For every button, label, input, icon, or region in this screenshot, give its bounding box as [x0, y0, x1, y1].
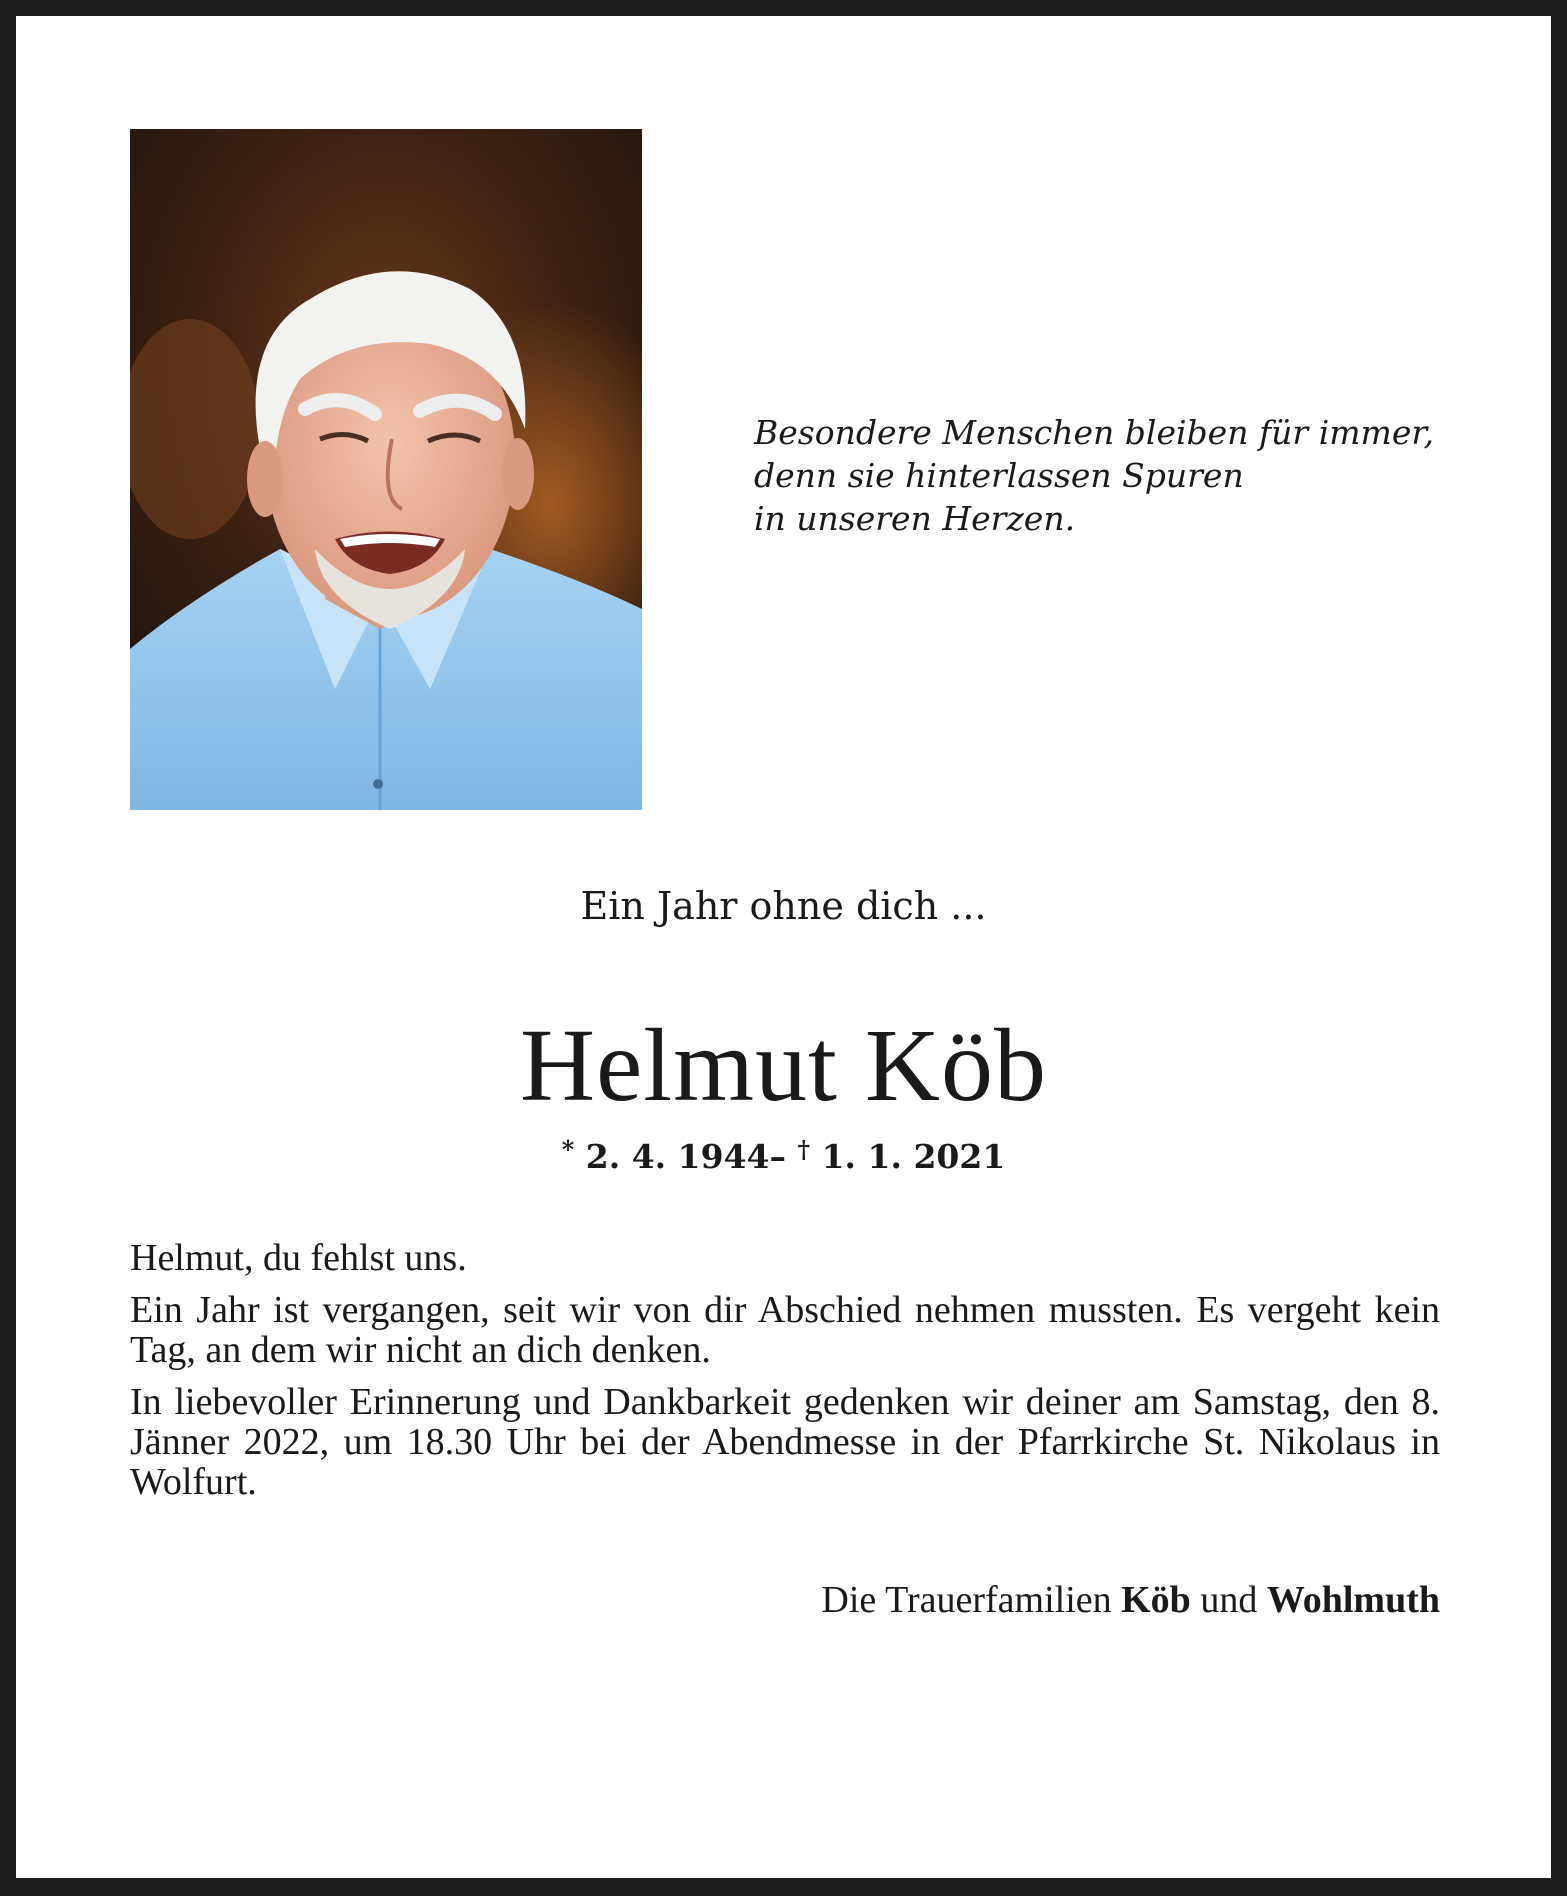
date-separator: – [769, 1137, 786, 1176]
death-symbol: † [797, 1135, 811, 1164]
signature-prefix: Die Trauerfamilien [821, 1579, 1112, 1621]
signature-conjunction: und [1200, 1579, 1258, 1621]
obituary-notice [16, 16, 1551, 1878]
message-body [130, 1238, 1440, 1514]
family-name-2: Wohlmuth [1266, 1579, 1440, 1621]
family-signature [821, 1576, 1440, 1624]
message-paragraph: In liebevoller Erinnerung und Dankbarkeit gedenken wir deiner am Samstag, den 8. Jänner 2022, um 18.30 Uhr bei der Abendmesse in der Pfarrkirche St. Nikolaus in Wolfurt. [130, 1381, 1440, 1503]
memorial-quote [754, 411, 1474, 540]
message-paragraph: Ein Jahr ist vergangen, seit wir von dir Abschied nehmen mussten. Es vergeht kein Tag, an dem wir nicht an dich denken. [130, 1289, 1440, 1371]
message-paragraph: Helmut, du fehlst uns. [130, 1237, 467, 1279]
quote-line: in unseren Herzen. [754, 499, 1076, 538]
death-date: 1. 1. 2021 [821, 1137, 1006, 1176]
birth-date: 2. 4. 1944 [585, 1137, 770, 1176]
portrait-photo [130, 129, 642, 810]
deceased-name: Helmut Köb [519, 1008, 1048, 1123]
birth-symbol: * [561, 1135, 575, 1164]
quote-line: Besondere Menschen bleiben für immer, [754, 413, 1434, 452]
family-name-1: Köb [1121, 1579, 1191, 1621]
life-dates [16, 1128, 1551, 1179]
quote-line: denn sie hinterlassen Spuren [754, 456, 1244, 495]
intro-heading: Ein Jahr ohne dich ... [580, 884, 987, 928]
portrait-illustration [130, 129, 642, 810]
